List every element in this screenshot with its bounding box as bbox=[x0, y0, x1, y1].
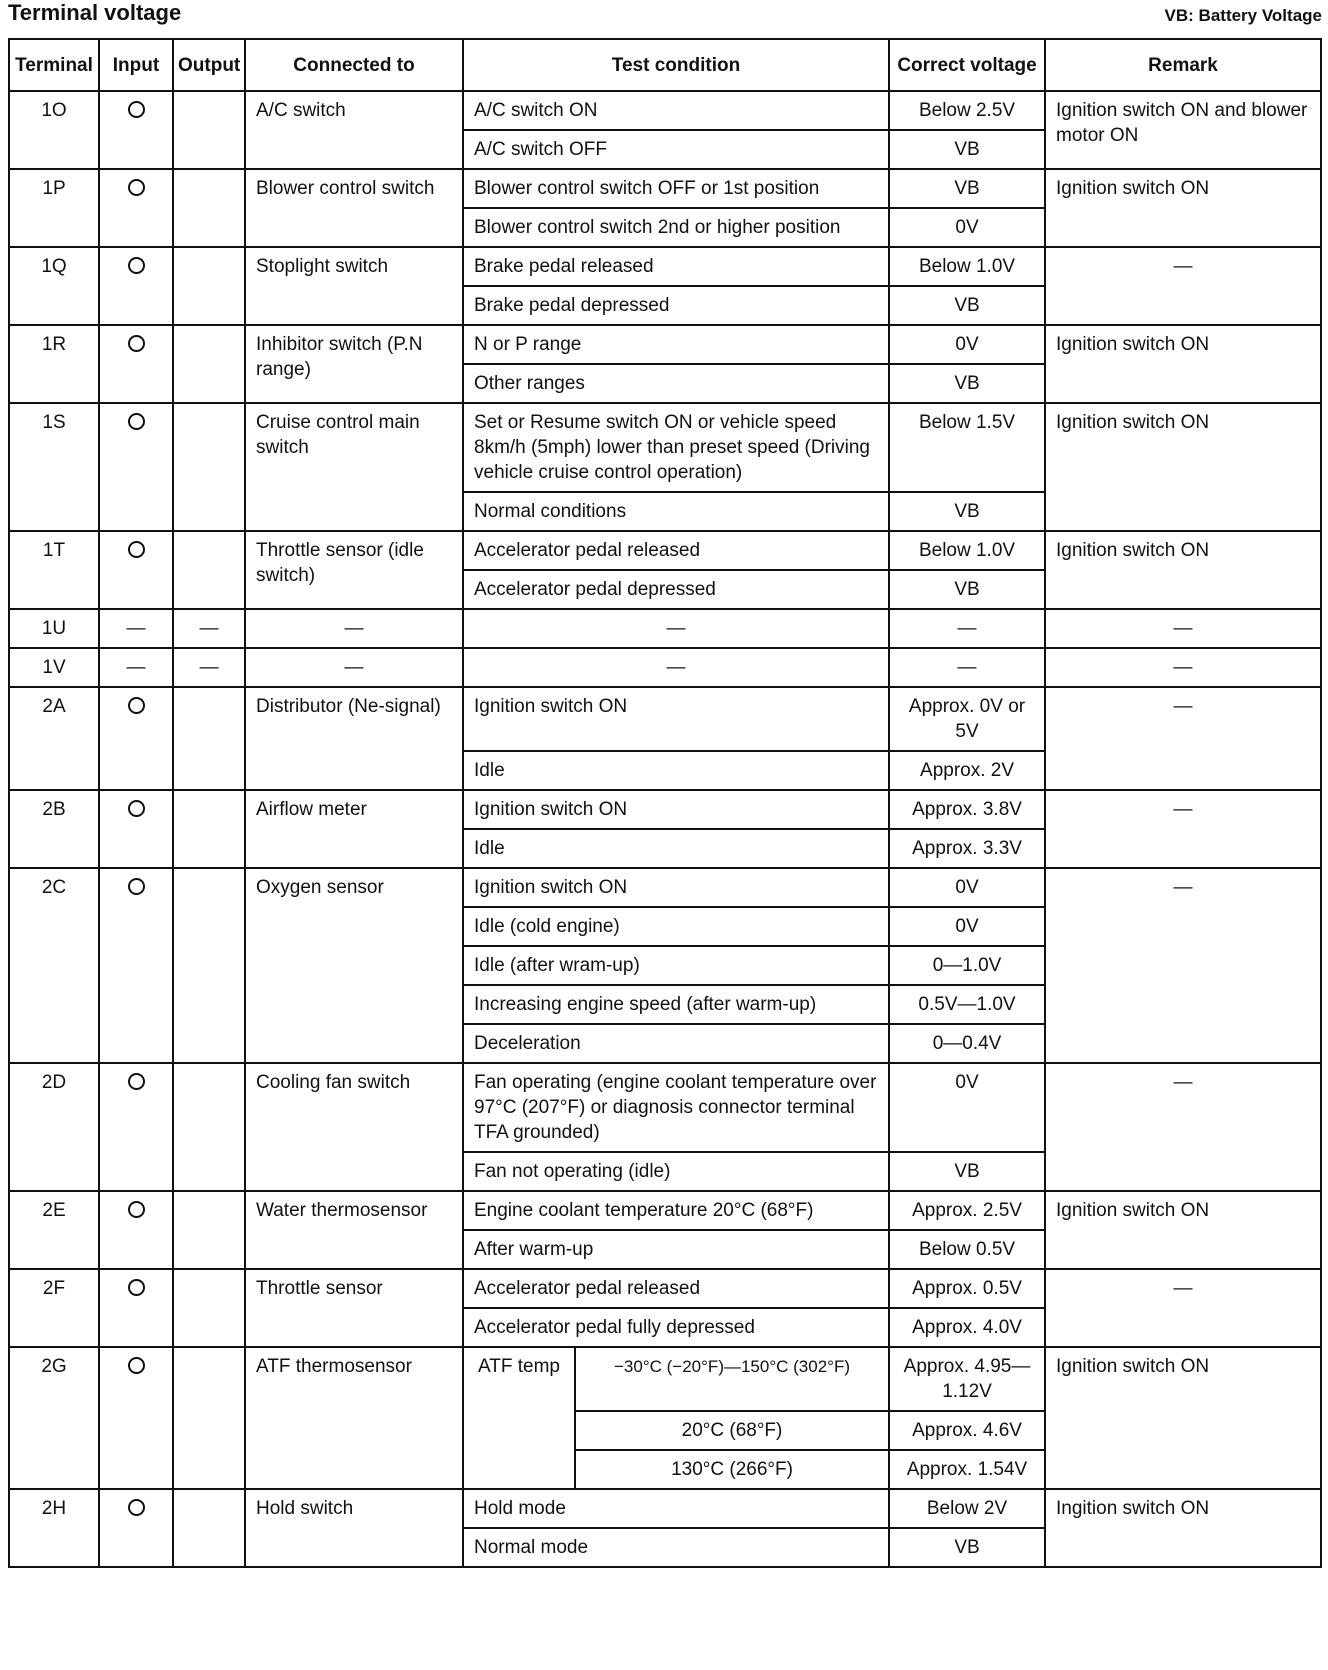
input-mark-icon bbox=[128, 101, 145, 118]
input-cell bbox=[99, 325, 173, 403]
voltage-cell: Approx. 4.6V bbox=[889, 1411, 1045, 1450]
output-cell bbox=[173, 91, 245, 169]
input-cell bbox=[99, 247, 173, 325]
voltage-cell: 0—1.0V bbox=[889, 946, 1045, 985]
input-mark-icon bbox=[128, 257, 145, 274]
condition-cell: After warm-up bbox=[463, 1230, 889, 1269]
remark-cell: — bbox=[1045, 868, 1321, 1063]
remark-cell: Ignition switch ON and blower motor ON bbox=[1045, 91, 1321, 169]
connected-cell: A/C switch bbox=[245, 91, 463, 169]
voltage-cell: Below 1.0V bbox=[889, 247, 1045, 286]
condition-cell: 20°C (68°F) bbox=[575, 1411, 889, 1450]
condition-cell: — bbox=[463, 609, 889, 648]
condition-cell: A/C switch OFF bbox=[463, 130, 889, 169]
voltage-cell: 0V bbox=[889, 208, 1045, 247]
input-cell bbox=[99, 531, 173, 609]
input-cell bbox=[99, 1489, 173, 1567]
condition-cell: Accelerator pedal fully depressed bbox=[463, 1308, 889, 1347]
output-cell: — bbox=[173, 609, 245, 648]
voltage-cell: VB bbox=[889, 570, 1045, 609]
remark-cell: — bbox=[1045, 1063, 1321, 1191]
input-cell bbox=[99, 1269, 173, 1347]
terminal-cell: 2C bbox=[9, 868, 99, 1063]
remark-cell: — bbox=[1045, 648, 1321, 687]
input-mark-icon bbox=[128, 1499, 145, 1516]
table-row bbox=[9, 1489, 1321, 1528]
condition-cell: −30°C (−20°F)—150°C (302°F) bbox=[575, 1347, 889, 1411]
table-row bbox=[9, 790, 1321, 829]
remark-cell: Ignition switch ON bbox=[1045, 325, 1321, 403]
atf-temp-group-cell: ATF temp bbox=[463, 1347, 575, 1489]
connected-cell: Throttle sensor bbox=[245, 1269, 463, 1347]
input-cell bbox=[99, 403, 173, 531]
input-mark-icon bbox=[128, 697, 145, 714]
voltage-cell: Approx. 0V or 5V bbox=[889, 687, 1045, 751]
connected-cell: Hold switch bbox=[245, 1489, 463, 1567]
table-row bbox=[9, 403, 1321, 492]
page-title: Terminal voltage bbox=[8, 0, 182, 25]
table-row bbox=[9, 169, 1321, 208]
col-correct-voltage: Correct voltage bbox=[889, 39, 1045, 91]
terminal-cell: 2G bbox=[9, 1347, 99, 1489]
output-cell bbox=[173, 403, 245, 531]
table-row bbox=[9, 1063, 1321, 1152]
terminal-cell: 1Q bbox=[9, 247, 99, 325]
condition-cell: 130°C (266°F) bbox=[575, 1450, 889, 1489]
input-mark-icon bbox=[128, 1279, 145, 1296]
condition-cell: Brake pedal depressed bbox=[463, 286, 889, 325]
remark-cell: Ingition switch ON bbox=[1045, 1489, 1321, 1567]
output-cell bbox=[173, 687, 245, 790]
battery-voltage-note: VB: Battery Voltage bbox=[1164, 6, 1322, 25]
voltage-cell: Approx. 4.0V bbox=[889, 1308, 1045, 1347]
connected-cell: — bbox=[245, 648, 463, 687]
output-cell bbox=[173, 1191, 245, 1269]
table-row bbox=[9, 247, 1321, 286]
voltage-cell: 0—0.4V bbox=[889, 1024, 1045, 1063]
input-mark-icon bbox=[128, 413, 145, 430]
table-row bbox=[9, 1191, 1321, 1230]
table-row bbox=[9, 91, 1321, 130]
col-input: Input bbox=[99, 39, 173, 91]
voltage-cell: 0V bbox=[889, 1063, 1045, 1152]
voltage-cell: VB bbox=[889, 1152, 1045, 1191]
condition-cell: Ignition switch ON bbox=[463, 790, 889, 829]
input-mark-icon bbox=[128, 1073, 145, 1090]
condition-cell: Fan operating (engine coolant temperature over 97°C (207°F) or diagnosis connector terminal TFA grounded) bbox=[463, 1063, 889, 1152]
output-cell bbox=[173, 169, 245, 247]
voltage-cell: VB bbox=[889, 364, 1045, 403]
condition-cell: Deceleration bbox=[463, 1024, 889, 1063]
voltage-cell: Approx. 1.54V bbox=[889, 1450, 1045, 1489]
condition-cell: Accelerator pedal released bbox=[463, 1269, 889, 1308]
connected-cell: Throttle sensor (idle switch) bbox=[245, 531, 463, 609]
voltage-cell: Approx. 2V bbox=[889, 751, 1045, 790]
remark-cell: Ignition switch ON bbox=[1045, 1191, 1321, 1269]
condition-cell: Normal mode bbox=[463, 1528, 889, 1567]
terminal-cell: 1R bbox=[9, 325, 99, 403]
connected-cell: ATF thermosensor bbox=[245, 1347, 463, 1489]
terminal-cell: 2E bbox=[9, 1191, 99, 1269]
input-cell bbox=[99, 687, 173, 790]
condition-cell: Hold mode bbox=[463, 1489, 889, 1528]
remark-cell: Ignition switch ON bbox=[1045, 403, 1321, 531]
voltage-cell: 0V bbox=[889, 325, 1045, 364]
voltage-cell: 0V bbox=[889, 907, 1045, 946]
connected-cell: Stoplight switch bbox=[245, 247, 463, 325]
voltage-cell: VB bbox=[889, 492, 1045, 531]
table-row bbox=[9, 1269, 1321, 1308]
voltage-cell: VB bbox=[889, 169, 1045, 208]
condition-cell: Normal conditions bbox=[463, 492, 889, 531]
condition-cell: Accelerator pedal depressed bbox=[463, 570, 889, 609]
connected-cell: Water thermosensor bbox=[245, 1191, 463, 1269]
connected-cell: Blower control switch bbox=[245, 169, 463, 247]
connected-cell: Airflow meter bbox=[245, 790, 463, 868]
voltage-cell: Approx. 3.3V bbox=[889, 829, 1045, 868]
input-cell: — bbox=[99, 609, 173, 648]
input-cell bbox=[99, 91, 173, 169]
input-mark-icon bbox=[128, 1357, 145, 1374]
output-cell bbox=[173, 1489, 245, 1567]
connected-cell: Inhibitor switch (P.N range) bbox=[245, 325, 463, 403]
table-row bbox=[9, 531, 1321, 570]
voltage-cell: Approx. 0.5V bbox=[889, 1269, 1045, 1308]
col-connected-to: Connected to bbox=[245, 39, 463, 91]
condition-cell: N or P range bbox=[463, 325, 889, 364]
output-cell: — bbox=[173, 648, 245, 687]
output-cell bbox=[173, 868, 245, 1063]
terminal-cell: 1P bbox=[9, 169, 99, 247]
terminal-cell: 1T bbox=[9, 531, 99, 609]
connected-cell: Cooling fan switch bbox=[245, 1063, 463, 1191]
terminal-cell: 1O bbox=[9, 91, 99, 169]
condition-cell: Idle bbox=[463, 751, 889, 790]
terminal-cell: 2H bbox=[9, 1489, 99, 1567]
output-cell bbox=[173, 1269, 245, 1347]
voltage-cell: — bbox=[889, 648, 1045, 687]
table-row bbox=[9, 609, 1321, 648]
output-cell bbox=[173, 1063, 245, 1191]
input-cell: — bbox=[99, 648, 173, 687]
input-mark-icon bbox=[128, 800, 145, 817]
condition-cell: Blower control switch OFF or 1st position bbox=[463, 169, 889, 208]
remark-cell: Ignition switch ON bbox=[1045, 531, 1321, 609]
remark-cell: — bbox=[1045, 609, 1321, 648]
condition-cell: Ignition switch ON bbox=[463, 687, 889, 751]
terminal-cell: 2B bbox=[9, 790, 99, 868]
table-row bbox=[9, 325, 1321, 364]
voltage-cell: Approx. 4.95—1.12V bbox=[889, 1347, 1045, 1411]
output-cell bbox=[173, 790, 245, 868]
voltage-cell: VB bbox=[889, 1528, 1045, 1567]
remark-cell: — bbox=[1045, 1269, 1321, 1347]
output-cell bbox=[173, 325, 245, 403]
terminal-cell: 2F bbox=[9, 1269, 99, 1347]
col-remark: Remark bbox=[1045, 39, 1321, 91]
remark-cell: — bbox=[1045, 247, 1321, 325]
input-cell bbox=[99, 169, 173, 247]
voltage-cell: Below 1.5V bbox=[889, 403, 1045, 492]
condition-cell: A/C switch ON bbox=[463, 91, 889, 130]
connected-cell: Cruise control main switch bbox=[245, 403, 463, 531]
output-cell bbox=[173, 1347, 245, 1489]
remark-cell: Ignition switch ON bbox=[1045, 1347, 1321, 1489]
page-header bbox=[0, 0, 1328, 36]
condition-cell: Ignition switch ON bbox=[463, 868, 889, 907]
condition-cell: Engine coolant temperature 20°C (68°F) bbox=[463, 1191, 889, 1230]
input-cell bbox=[99, 1063, 173, 1191]
input-mark-icon bbox=[128, 878, 145, 895]
voltage-cell: Approx. 3.8V bbox=[889, 790, 1045, 829]
voltage-cell: Below 2.5V bbox=[889, 91, 1045, 130]
voltage-cell: Below 1.0V bbox=[889, 531, 1045, 570]
voltage-cell: Below 2V bbox=[889, 1489, 1045, 1528]
condition-cell: Idle (cold engine) bbox=[463, 907, 889, 946]
table-row bbox=[9, 1347, 1321, 1411]
terminal-cell: 1S bbox=[9, 403, 99, 531]
condition-cell: Idle bbox=[463, 829, 889, 868]
col-output: Output bbox=[173, 39, 245, 91]
condition-cell: Other ranges bbox=[463, 364, 889, 403]
terminal-voltage-table bbox=[8, 38, 1322, 1568]
input-cell bbox=[99, 790, 173, 868]
terminal-cell: 1U bbox=[9, 609, 99, 648]
condition-cell: — bbox=[463, 648, 889, 687]
condition-cell: Idle (after wram-up) bbox=[463, 946, 889, 985]
voltage-cell: VB bbox=[889, 286, 1045, 325]
condition-cell: Blower control switch 2nd or higher position bbox=[463, 208, 889, 247]
condition-cell: Increasing engine speed (after warm-up) bbox=[463, 985, 889, 1024]
connected-cell: Distributor (Ne-signal) bbox=[245, 687, 463, 790]
remark-cell: — bbox=[1045, 790, 1321, 868]
condition-cell: Fan not operating (idle) bbox=[463, 1152, 889, 1191]
condition-cell: Set or Resume switch ON or vehicle speed 8km/h (5mph) lower than preset speed (Driving vehicle cruise control operation) bbox=[463, 403, 889, 492]
input-mark-icon bbox=[128, 335, 145, 352]
condition-cell: Accelerator pedal released bbox=[463, 531, 889, 570]
terminal-cell: 1V bbox=[9, 648, 99, 687]
voltage-cell: — bbox=[889, 609, 1045, 648]
voltage-cell: Approx. 2.5V bbox=[889, 1191, 1045, 1230]
connected-cell: — bbox=[245, 609, 463, 648]
col-test-condition: Test condition bbox=[463, 39, 889, 91]
output-cell bbox=[173, 247, 245, 325]
table-row bbox=[9, 687, 1321, 751]
voltage-cell: Below 0.5V bbox=[889, 1230, 1045, 1269]
voltage-cell: 0.5V—1.0V bbox=[889, 985, 1045, 1024]
voltage-cell: VB bbox=[889, 130, 1045, 169]
connected-cell: Oxygen sensor bbox=[245, 868, 463, 1063]
table-row bbox=[9, 648, 1321, 687]
header-row bbox=[9, 39, 1321, 91]
voltage-cell: 0V bbox=[889, 868, 1045, 907]
output-cell bbox=[173, 531, 245, 609]
terminal-cell: 2A bbox=[9, 687, 99, 790]
terminal-cell: 2D bbox=[9, 1063, 99, 1191]
input-cell bbox=[99, 868, 173, 1063]
col-terminal: Terminal bbox=[9, 39, 99, 91]
input-cell bbox=[99, 1191, 173, 1269]
condition-cell: Brake pedal released bbox=[463, 247, 889, 286]
input-cell bbox=[99, 1347, 173, 1489]
remark-cell: Ignition switch ON bbox=[1045, 169, 1321, 247]
remark-cell: — bbox=[1045, 687, 1321, 790]
input-mark-icon bbox=[128, 1201, 145, 1218]
table-row bbox=[9, 868, 1321, 907]
input-mark-icon bbox=[128, 541, 145, 558]
input-mark-icon bbox=[128, 179, 145, 196]
